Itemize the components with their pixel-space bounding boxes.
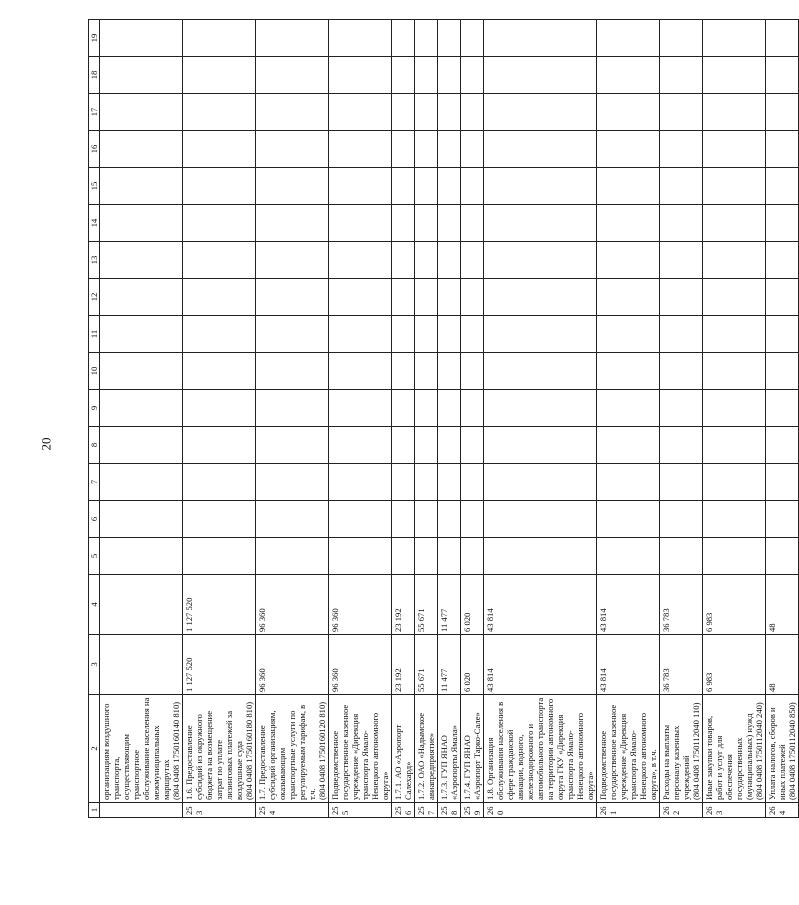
header-cell: 13 <box>89 242 100 279</box>
row-name-cell: Подведомственное государственное казенное учреждение «Дирекция транспорта Ямало-Ненецкого автономного округа» <box>329 695 392 803</box>
header-cell: 15 <box>89 168 100 205</box>
empty-cell <box>329 242 392 279</box>
row-name-cell: Подведомственное государственное казенное учреждение «Дирекция транспорта Ямало-Ненецкого автономного округа», в т.ч. <box>597 695 660 803</box>
empty-cell <box>329 205 392 242</box>
header-cell: 4 <box>89 575 100 635</box>
empty-cell <box>703 353 766 390</box>
empty-cell <box>597 20 660 57</box>
empty-cell <box>766 464 799 501</box>
empty-cell <box>415 316 438 353</box>
row-name-cell: Иные закупки товаров, работ и услуг для обеспечения государственных (муниципальных) нужд (804 0408 1750112040 240) <box>703 695 766 803</box>
empty-cell <box>438 57 461 94</box>
empty-cell <box>597 242 660 279</box>
empty-cell <box>100 316 183 353</box>
empty-cell <box>484 242 597 279</box>
empty-cell <box>415 501 438 538</box>
empty-cell <box>484 279 597 316</box>
empty-cell <box>703 205 766 242</box>
empty-cell <box>660 131 703 168</box>
empty-cell <box>415 390 438 427</box>
empty-cell <box>256 538 329 575</box>
empty-cell <box>703 427 766 464</box>
header-cell: 11 <box>89 316 100 353</box>
empty-cell <box>660 205 703 242</box>
empty-cell <box>703 390 766 427</box>
empty-cell <box>597 168 660 205</box>
row-number-cell: 262 <box>660 803 703 818</box>
empty-cell <box>597 316 660 353</box>
empty-cell <box>703 464 766 501</box>
amount-col4-cell: 43 814 <box>484 575 597 635</box>
empty-cell <box>597 538 660 575</box>
empty-cell <box>329 427 392 464</box>
empty-cell <box>484 205 597 242</box>
empty-cell <box>392 390 415 427</box>
empty-cell <box>660 464 703 501</box>
empty-cell <box>329 501 392 538</box>
empty-cell <box>660 279 703 316</box>
empty-cell <box>597 131 660 168</box>
empty-cell <box>183 427 256 464</box>
empty-cell <box>100 131 183 168</box>
table-row <box>703 20 766 818</box>
empty-cell <box>392 20 415 57</box>
empty-cell <box>256 168 329 205</box>
empty-cell <box>461 390 484 427</box>
empty-cell <box>660 316 703 353</box>
header-cell: 5 <box>89 538 100 575</box>
empty-cell <box>256 242 329 279</box>
empty-cell <box>392 131 415 168</box>
amount-col4-cell: 96 360 <box>256 575 329 635</box>
row-name-cell: 1.7.4. ГУП ЯНАО «Аэропорт Тарко-Сале» <box>461 695 484 803</box>
empty-cell <box>329 353 392 390</box>
amount-col3-cell: 6 983 <box>703 635 766 695</box>
empty-cell <box>100 427 183 464</box>
empty-cell <box>392 353 415 390</box>
row-name-cell: 1.7. Предоставление субсидий организациям, оказывающим транспортные услуги по регулируемым тарифам, в т.ч. (804 0408 1750160120 810) <box>256 695 329 803</box>
empty-cell <box>703 168 766 205</box>
empty-cell <box>392 168 415 205</box>
empty-cell <box>100 501 183 538</box>
empty-cell <box>183 57 256 94</box>
empty-cell <box>392 464 415 501</box>
header-cell: 9 <box>89 390 100 427</box>
amount-col4-cell: 1 127 520 <box>183 575 256 635</box>
empty-cell <box>329 20 392 57</box>
empty-cell <box>461 94 484 131</box>
amount-col3-cell <box>100 635 183 695</box>
empty-cell <box>461 242 484 279</box>
empty-cell <box>461 279 484 316</box>
empty-cell <box>329 464 392 501</box>
row-name-cell: 1.6. Предоставление субсидий из окружного бюджета на возмещение затрат по уплате лизинговых платежей за воздушные суда (804 0408 1750160180 810) <box>183 695 256 803</box>
empty-cell <box>183 131 256 168</box>
table-row <box>256 20 329 818</box>
empty-cell <box>461 501 484 538</box>
empty-cell <box>256 20 329 57</box>
empty-cell <box>100 390 183 427</box>
row-number-cell: 256 <box>392 803 415 818</box>
table-row <box>597 20 660 818</box>
page-number: 20 <box>38 437 54 451</box>
header-cell: 3 <box>89 635 100 695</box>
empty-cell <box>256 427 329 464</box>
empty-cell <box>461 464 484 501</box>
header-cell: 17 <box>89 94 100 131</box>
empty-cell <box>329 94 392 131</box>
empty-cell <box>392 316 415 353</box>
empty-cell <box>766 20 799 57</box>
empty-cell <box>766 538 799 575</box>
empty-cell <box>392 242 415 279</box>
header-cell: 12 <box>89 279 100 316</box>
empty-cell <box>597 501 660 538</box>
empty-cell <box>100 464 183 501</box>
empty-cell <box>438 316 461 353</box>
empty-cell <box>392 538 415 575</box>
empty-cell <box>703 316 766 353</box>
empty-cell <box>329 168 392 205</box>
empty-cell <box>256 131 329 168</box>
empty-cell <box>415 205 438 242</box>
empty-cell <box>703 131 766 168</box>
empty-cell <box>484 20 597 57</box>
row-name-cell: 1.8. Организация обслуживания населения в сфере гражданской авиации, водного, железнодорожного и автомобильного транспорта на территории автономного округа ГКУ «Дирекция транспорта Ямало-Ненецкого автономного округа» <box>484 695 597 803</box>
header-cell: 14 <box>89 205 100 242</box>
amount-col4-cell: 36 783 <box>660 575 703 635</box>
empty-cell <box>256 316 329 353</box>
empty-cell <box>415 57 438 94</box>
empty-cell <box>766 501 799 538</box>
amount-col3-cell: 36 783 <box>660 635 703 695</box>
empty-cell <box>484 427 597 464</box>
empty-cell <box>256 464 329 501</box>
empty-cell <box>703 94 766 131</box>
budget-table <box>88 19 799 818</box>
amount-col4-cell: 96 360 <box>329 575 392 635</box>
empty-cell <box>660 57 703 94</box>
empty-cell <box>703 538 766 575</box>
empty-cell <box>183 501 256 538</box>
empty-cell <box>392 205 415 242</box>
empty-cell <box>100 205 183 242</box>
row-number-cell: 258 <box>438 803 461 818</box>
empty-cell <box>484 131 597 168</box>
amount-col3-cell: 6 020 <box>461 635 484 695</box>
empty-cell <box>438 94 461 131</box>
empty-cell <box>256 390 329 427</box>
empty-cell <box>461 316 484 353</box>
amount-col4-cell: 6 020 <box>461 575 484 635</box>
row-number-cell: 259 <box>461 803 484 818</box>
empty-cell <box>766 57 799 94</box>
table-row <box>183 20 256 818</box>
empty-cell <box>484 94 597 131</box>
empty-cell <box>438 427 461 464</box>
empty-cell <box>438 168 461 205</box>
empty-cell <box>100 94 183 131</box>
empty-cell <box>461 205 484 242</box>
empty-cell <box>461 131 484 168</box>
empty-cell <box>415 94 438 131</box>
empty-cell <box>461 353 484 390</box>
empty-cell <box>484 390 597 427</box>
row-name-cell: организациям воздушного транспорта, осуществляющим транспортное обслуживание населения на межмуниципальных маршрутах (804 0408 1750160140 810) <box>100 695 183 803</box>
empty-cell <box>100 168 183 205</box>
empty-cell <box>438 390 461 427</box>
empty-cell <box>597 279 660 316</box>
empty-cell <box>256 57 329 94</box>
header-cell: 7 <box>89 464 100 501</box>
empty-cell <box>183 538 256 575</box>
header-cell: 10 <box>89 353 100 390</box>
amount-col3-cell: 1 127 520 <box>183 635 256 695</box>
header-cell: 1 <box>89 803 100 818</box>
empty-cell <box>415 131 438 168</box>
row-number-cell: 254 <box>256 803 329 818</box>
empty-cell <box>415 20 438 57</box>
empty-cell <box>597 464 660 501</box>
empty-cell <box>703 242 766 279</box>
table-row <box>329 20 392 818</box>
empty-cell <box>100 20 183 57</box>
empty-cell <box>484 538 597 575</box>
empty-cell <box>438 205 461 242</box>
empty-cell <box>703 279 766 316</box>
header-cell: 8 <box>89 427 100 464</box>
empty-cell <box>766 316 799 353</box>
empty-cell <box>660 168 703 205</box>
table-row <box>415 20 438 818</box>
row-number-cell: 255 <box>329 803 392 818</box>
empty-cell <box>329 316 392 353</box>
empty-cell <box>415 464 438 501</box>
empty-cell <box>100 279 183 316</box>
empty-cell <box>392 57 415 94</box>
empty-cell <box>392 279 415 316</box>
empty-cell <box>660 353 703 390</box>
empty-cell <box>703 57 766 94</box>
table-row <box>438 20 461 818</box>
empty-cell <box>766 242 799 279</box>
amount-col4-cell: 48 <box>766 575 799 635</box>
empty-cell <box>660 390 703 427</box>
header-cell: 6 <box>89 501 100 538</box>
empty-cell <box>660 427 703 464</box>
header-cell: 16 <box>89 131 100 168</box>
row-name-cell: 1.7.2. ОАО «Надымское авиапредприятие» <box>415 695 438 803</box>
empty-cell <box>484 316 597 353</box>
empty-cell <box>461 168 484 205</box>
amount-col3-cell: 11 477 <box>438 635 461 695</box>
empty-cell <box>329 279 392 316</box>
header-row <box>89 20 100 818</box>
empty-cell <box>183 279 256 316</box>
empty-cell <box>415 427 438 464</box>
empty-cell <box>183 168 256 205</box>
empty-cell <box>183 353 256 390</box>
empty-cell <box>392 427 415 464</box>
empty-cell <box>415 353 438 390</box>
empty-cell <box>703 20 766 57</box>
empty-cell <box>183 205 256 242</box>
row-name-cell: Уплата налогов, сборов и иных платежей (804 0408 1750112040 850) <box>766 695 799 803</box>
empty-cell <box>597 390 660 427</box>
empty-cell <box>766 353 799 390</box>
table-row <box>484 20 597 818</box>
amount-col4-cell: 23 192 <box>392 575 415 635</box>
empty-cell <box>329 131 392 168</box>
empty-cell <box>100 353 183 390</box>
empty-cell <box>766 131 799 168</box>
empty-cell <box>660 501 703 538</box>
empty-cell <box>766 94 799 131</box>
row-number-cell: 260 <box>484 803 597 818</box>
row-name-cell: 1.7.1. АО «Аэропорт Салехард» <box>392 695 415 803</box>
empty-cell <box>484 168 597 205</box>
empty-cell <box>484 57 597 94</box>
empty-cell <box>461 57 484 94</box>
empty-cell <box>100 57 183 94</box>
empty-cell <box>484 501 597 538</box>
row-number-cell: 263 <box>703 803 766 818</box>
empty-cell <box>597 427 660 464</box>
empty-cell <box>415 538 438 575</box>
amount-col3-cell: 23 192 <box>392 635 415 695</box>
row-name-cell: Расходы на выплаты персоналу казенных учреждений (804 0408 1750112040 110) <box>660 695 703 803</box>
empty-cell <box>438 242 461 279</box>
empty-cell <box>461 427 484 464</box>
amount-col4-cell: 43 814 <box>597 575 660 635</box>
amount-col4-cell: 6 983 <box>703 575 766 635</box>
amount-col4-cell <box>100 575 183 635</box>
empty-cell <box>766 168 799 205</box>
amount-col4-cell: 55 671 <box>415 575 438 635</box>
table-container <box>88 30 797 818</box>
row-name-cell: 1.7.3. ГУП ЯНАО «Аэропорты Ямала» <box>438 695 461 803</box>
empty-cell <box>183 390 256 427</box>
empty-cell <box>438 279 461 316</box>
empty-cell <box>438 20 461 57</box>
table-row <box>392 20 415 818</box>
empty-cell <box>461 538 484 575</box>
row-number-cell <box>100 803 183 818</box>
empty-cell <box>392 94 415 131</box>
empty-cell <box>329 390 392 427</box>
empty-cell <box>660 538 703 575</box>
row-number-cell: 264 <box>766 803 799 818</box>
empty-cell <box>256 501 329 538</box>
empty-cell <box>329 538 392 575</box>
empty-cell <box>438 538 461 575</box>
empty-cell <box>597 94 660 131</box>
amount-col3-cell: 55 671 <box>415 635 438 695</box>
row-number-cell: 253 <box>183 803 256 818</box>
empty-cell <box>438 353 461 390</box>
empty-cell <box>183 20 256 57</box>
amount-col3-cell: 43 814 <box>484 635 597 695</box>
amount-col3-cell: 96 360 <box>329 635 392 695</box>
empty-cell <box>256 353 329 390</box>
empty-cell <box>766 205 799 242</box>
empty-cell <box>484 353 597 390</box>
empty-cell <box>660 20 703 57</box>
header-cell: 19 <box>89 20 100 57</box>
empty-cell <box>484 464 597 501</box>
table-row <box>766 20 799 818</box>
empty-cell <box>256 279 329 316</box>
empty-cell <box>660 94 703 131</box>
empty-cell <box>597 205 660 242</box>
empty-cell <box>183 316 256 353</box>
empty-cell <box>183 464 256 501</box>
empty-cell <box>415 242 438 279</box>
empty-cell <box>256 205 329 242</box>
row-number-cell: 257 <box>415 803 438 818</box>
empty-cell <box>100 538 183 575</box>
table-row <box>100 20 183 818</box>
amount-col3-cell: 43 814 <box>597 635 660 695</box>
empty-cell <box>256 94 329 131</box>
empty-cell <box>183 242 256 279</box>
empty-cell <box>597 353 660 390</box>
amount-col3-cell: 48 <box>766 635 799 695</box>
header-cell: 2 <box>89 695 100 803</box>
empty-cell <box>438 131 461 168</box>
empty-cell <box>415 168 438 205</box>
empty-cell <box>461 20 484 57</box>
empty-cell <box>766 427 799 464</box>
header-cell: 18 <box>89 57 100 94</box>
empty-cell <box>329 57 392 94</box>
empty-cell <box>100 242 183 279</box>
amount-col3-cell: 96 360 <box>256 635 329 695</box>
empty-cell <box>392 501 415 538</box>
empty-cell <box>660 242 703 279</box>
empty-cell <box>183 94 256 131</box>
table-row <box>461 20 484 818</box>
row-number-cell: 261 <box>597 803 660 818</box>
empty-cell <box>703 501 766 538</box>
empty-cell <box>597 57 660 94</box>
amount-col4-cell: 11 477 <box>438 575 461 635</box>
empty-cell <box>766 279 799 316</box>
empty-cell <box>438 464 461 501</box>
empty-cell <box>766 390 799 427</box>
empty-cell <box>438 501 461 538</box>
empty-cell <box>415 279 438 316</box>
table-row <box>660 20 703 818</box>
